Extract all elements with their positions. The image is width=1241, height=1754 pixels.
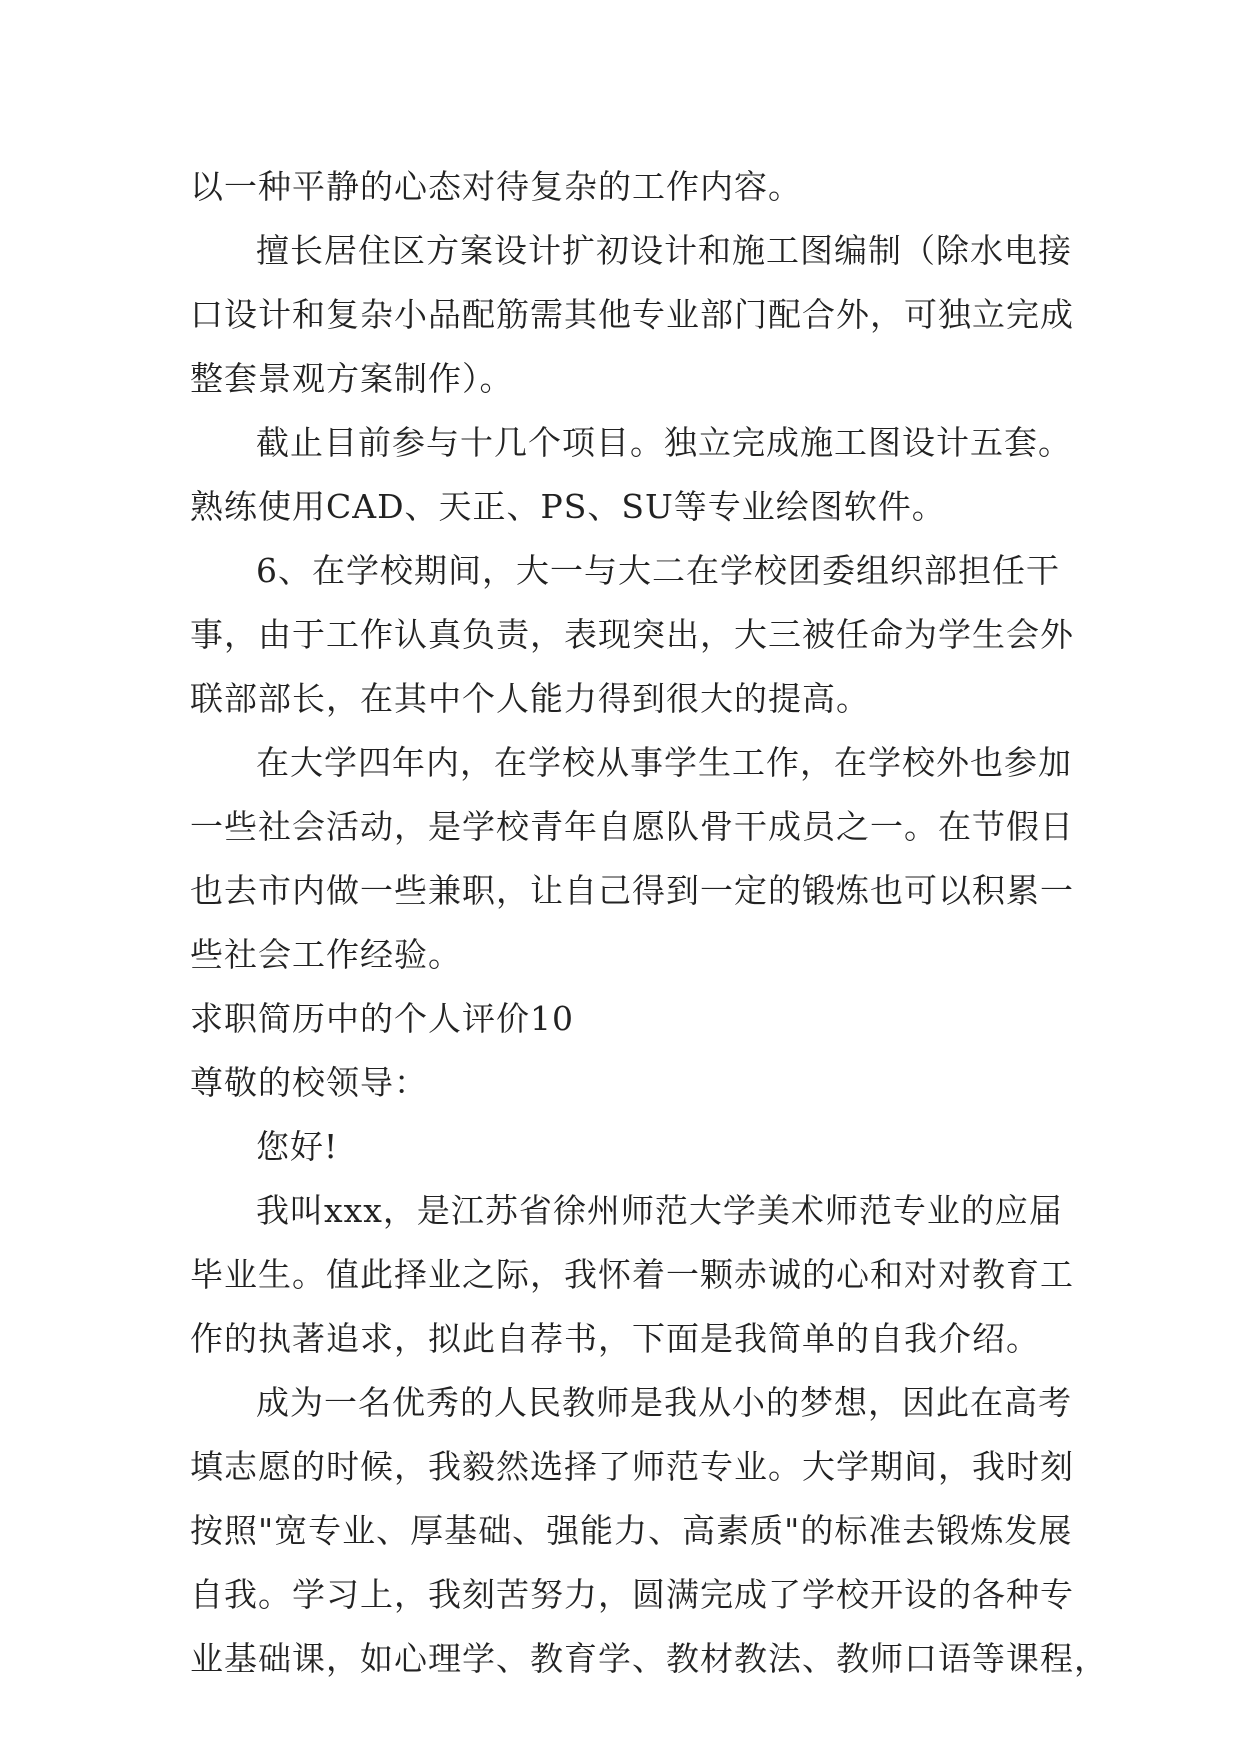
greeting: 您好! xyxy=(256,1127,339,1166)
text-line-13: 些社会工作经验。 xyxy=(190,935,462,974)
text-line-21: 填志愿的时候，我毅然选择了师范专业。大学期间，我时刻 xyxy=(190,1447,1074,1486)
text-line-19: 作的执著追求，拟此自荐书，下面是我简单的自我介绍。 xyxy=(190,1319,1040,1358)
text-line-17: 我叫xxx，是江苏省徐州师范大学美术师范专业的应届 xyxy=(256,1191,1063,1230)
text-line-1: 以一种平静的心态对待复杂的工作内容。 xyxy=(190,167,802,206)
text-line-20: 成为一名优秀的人民教师是我从小的梦想，因此在高考 xyxy=(256,1383,1072,1422)
text-line-23: 自我。学习上，我刻苦努力，圆满完成了学校开设的各种专 xyxy=(190,1575,1074,1614)
text-line-11: 一些社会活动，是学校青年自愿队骨干成员之一。在节假日 xyxy=(190,807,1074,846)
text-line-8: 事，由于工作认真负责，表现突出，大三被任命为学生会外 xyxy=(190,615,1074,654)
text-line-6: 熟练使用CAD、天正、PS、SU等专业绘图软件。 xyxy=(190,487,946,526)
text-line-10: 在大学四年内，在学校从事学生工作，在学校外也参加 xyxy=(256,743,1072,782)
text-line-7: 6、在学校期间，大一与大二在学校团委组织部担任干 xyxy=(256,551,1060,590)
text-line-12: 也去市内做一些兼职，让自己得到一定的锻炼也可以积累一 xyxy=(190,871,1074,910)
text-line-2: 擅长居住区方案设计扩初设计和施工图编制（除水电接 xyxy=(256,231,1072,270)
text-line-4: 整套景观方案制作）。 xyxy=(190,359,514,398)
text-line-22: 按照"宽专业、厚基础、强能力、高素质"的标准去锻炼发展 xyxy=(190,1511,1073,1550)
text-line-5: 截止目前参与十几个项目。独立完成施工图设计五套。 xyxy=(256,423,1072,462)
salutation: 尊敬的校领导： xyxy=(190,1063,428,1102)
text-line-9: 联部部长，在其中个人能力得到很大的提高。 xyxy=(190,679,870,718)
text-line-18: 毕业生。值此择业之际，我怀着一颗赤诚的心和对对教育工 xyxy=(190,1255,1074,1294)
text-line-24: 业基础课，如心理学、教育学、教材教法、教师口语等课程， xyxy=(190,1639,1108,1678)
document-body xyxy=(190,155,1108,1691)
section-heading: 求职简历中的个人评价10 xyxy=(190,999,574,1038)
text-line-3: 口设计和复杂小品配筋需其他专业部门配合外，可独立完成 xyxy=(190,295,1074,334)
